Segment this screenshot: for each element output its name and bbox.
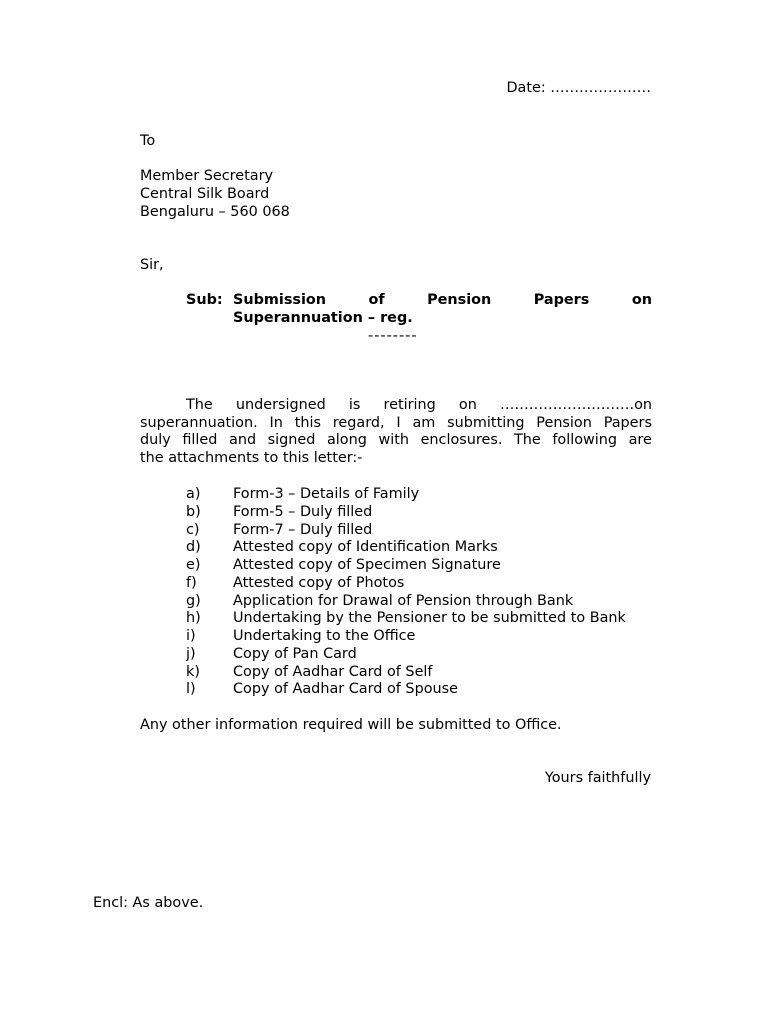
body-line-1	[140, 397, 652, 415]
to-label: To	[140, 133, 156, 149]
address-line: Bengaluru – 560 068	[140, 204, 290, 220]
list-item	[186, 610, 626, 628]
subject-word: Submission	[233, 292, 327, 308]
body-word: signed	[267, 432, 316, 449]
subject-rule: --------	[368, 328, 418, 344]
body-word: filled	[182, 432, 218, 449]
list-item-text: Copy of Aadhar Card of Spouse	[233, 681, 458, 698]
list-marker: d)	[186, 539, 201, 556]
list-marker: j)	[186, 645, 196, 662]
body-line-2	[140, 415, 652, 433]
subject-word: of	[368, 292, 385, 308]
list-item-text: Copy of Pan Card	[233, 645, 357, 662]
list-marker: h)	[186, 610, 201, 627]
recipient-address	[140, 167, 290, 221]
body-word: duly	[140, 432, 171, 449]
body-word: is	[348, 397, 361, 413]
attachment-list	[186, 486, 626, 699]
list-item	[186, 486, 626, 504]
subject-label: Sub:	[186, 292, 223, 308]
list-item	[186, 504, 626, 522]
body-word: Papers	[603, 414, 652, 431]
list-item-text: Copy of Aadhar Card of Self	[233, 663, 433, 680]
subject-text	[233, 291, 652, 327]
list-marker: i)	[186, 628, 196, 644]
list-item	[186, 539, 626, 557]
list-item-text: Form-7 – Duly filled	[233, 521, 373, 538]
signoff: Yours faithfully	[544, 770, 651, 786]
list-marker: k)	[186, 663, 200, 680]
body-word: ……………………….on	[499, 397, 652, 413]
address-line: Central Silk Board	[140, 186, 270, 202]
list-item-text: Application for Drawal of Pension through Bank	[233, 592, 574, 609]
list-item	[186, 593, 626, 611]
list-item	[186, 557, 626, 575]
list-item-text: Undertaking to the Office	[233, 628, 416, 644]
body-line-3	[140, 432, 652, 450]
list-marker: f)	[186, 574, 197, 591]
body-word: undersigned	[235, 397, 326, 413]
body-word: this	[294, 414, 321, 431]
list-item-text: Attested copy of Photos	[233, 574, 405, 591]
body-word: regard,	[332, 414, 385, 431]
list-item	[186, 575, 626, 593]
address-line: Member Secretary	[140, 168, 274, 184]
list-item-text: Form-5 – Duly filled	[233, 503, 373, 520]
body-word: I	[396, 414, 401, 431]
enclosure-note: Encl: As above.	[93, 895, 204, 911]
list-marker: a)	[186, 486, 201, 502]
subject-word: Papers	[533, 292, 590, 308]
body-line-4: the attachments to this letter:-	[140, 449, 363, 466]
body-word: submitting	[447, 414, 525, 431]
subject-word: Pension	[427, 292, 492, 308]
body-word: The	[513, 432, 541, 449]
body-paragraph	[140, 397, 652, 467]
body-word: In	[269, 414, 283, 431]
closing-line: Any other information required will be submitted to Office.	[140, 717, 562, 733]
date-line: Date: …………………	[506, 80, 651, 96]
list-marker: l)	[186, 681, 196, 698]
body-word: with	[378, 432, 409, 449]
body-word: following	[552, 432, 618, 449]
list-item	[186, 522, 626, 540]
list-item	[186, 681, 626, 699]
body-word: superannuation.	[140, 414, 258, 431]
list-item	[186, 664, 626, 682]
list-marker: b)	[186, 503, 201, 520]
list-marker: c)	[186, 521, 200, 538]
list-item	[186, 646, 626, 664]
list-marker: g)	[186, 592, 201, 609]
body-word: retiring	[383, 397, 436, 413]
body-word: and	[229, 432, 257, 449]
subject-word: on	[631, 292, 652, 308]
body-word: on	[458, 397, 477, 413]
list-marker: e)	[186, 557, 201, 573]
body-word: enclosures.	[420, 432, 503, 449]
subject-line-2: Superannuation – reg.	[233, 310, 413, 326]
list-item-text: Undertaking by the Pensioner to be submitted to Bank	[233, 610, 626, 627]
body-word: along	[326, 432, 367, 449]
body-word: The	[186, 397, 213, 413]
subject-line-1	[233, 291, 652, 309]
list-item	[186, 628, 626, 646]
list-item-text: Attested copy of Identification Marks	[233, 539, 498, 556]
body-word: am	[412, 414, 436, 431]
list-item-text: Form-3 – Details of Family	[233, 486, 420, 502]
salutation: Sir,	[140, 257, 164, 273]
body-word: are	[628, 432, 652, 449]
body-word: Pension	[536, 414, 592, 431]
list-item-text: Attested copy of Specimen Signature	[233, 557, 501, 573]
